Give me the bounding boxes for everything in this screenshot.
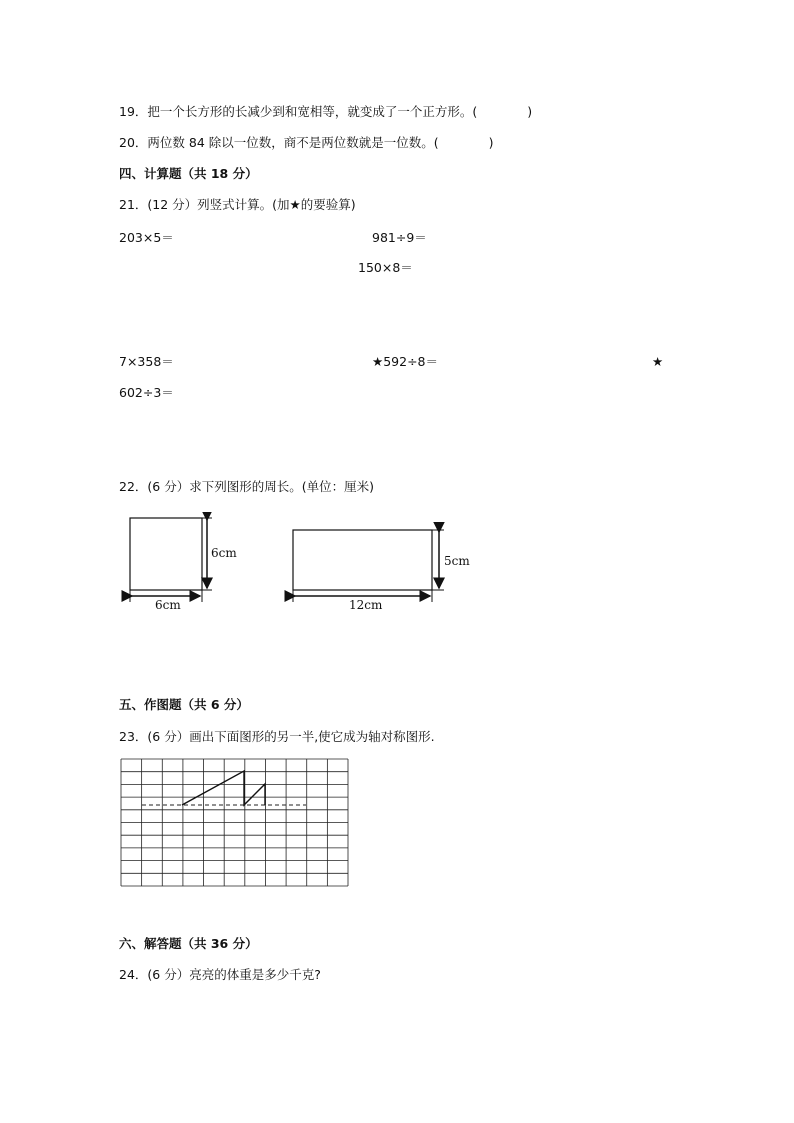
rectangle-bottom-label: 12cm [349, 598, 383, 612]
question-20: 20．两位数 84 除以一位数，商不是两位数就是一位数。( ) [119, 135, 494, 150]
rectangle-side-label: 5cm [444, 554, 470, 568]
calc-item-4: 7×358＝ [119, 354, 174, 369]
square-side-label: 6cm [211, 546, 237, 560]
star-icon: ★ [652, 354, 664, 369]
square-figure [120, 512, 250, 612]
question-22: 22．(6 分）求下列图形的周长。(单位：厘米) [119, 479, 374, 494]
section-4-heading: 四、计算题（共 18 分） [119, 166, 258, 181]
question-24: 24．(6 分）亮亮的体重是多少千克? [119, 967, 321, 982]
section-6-heading: 六、解答题（共 36 分） [119, 936, 258, 951]
calc-item-6: 602÷3＝ [119, 385, 174, 400]
question-19: 19．把一个长方形的长减少到和宽相等，就变成了一个正方形。( ) [119, 104, 533, 119]
calc-item-1: 203×5＝ [119, 230, 174, 245]
calc-item-2: 981÷9＝ [372, 230, 427, 245]
calc-item-3: 150×8＝ [358, 260, 413, 275]
square-bottom-label: 6cm [155, 598, 181, 612]
question-23: 23．(6 分）画出下面图形的另一半,使它成为轴对称图形. [119, 729, 435, 744]
calc-item-5: ★592÷8＝ [372, 354, 438, 369]
square-shape [130, 518, 202, 590]
question-21: 21．(12 分）列竖式计算。(加★的要验算) [119, 197, 356, 212]
rectangle-shape [293, 530, 432, 590]
half-shape [182, 771, 265, 805]
section-5-heading: 五、作图题（共 6 分） [119, 697, 249, 712]
drawing-grid [120, 758, 352, 890]
